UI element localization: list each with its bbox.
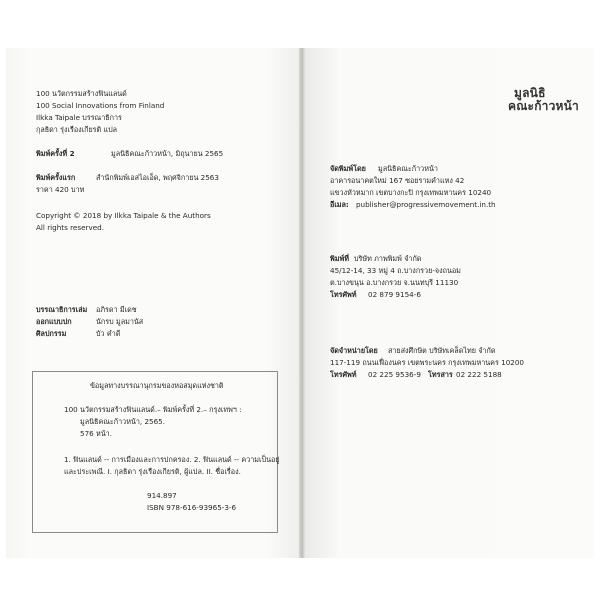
publisher-label: จัดพิมพ์โดย xyxy=(330,164,366,173)
right-page xyxy=(305,48,594,558)
email-value: publisher@progressivemovement.in.th xyxy=(356,200,496,209)
distributor-fax: 02 222 5188 xyxy=(456,370,502,379)
first-edition-label: พิมพ์ครั้งแรก xyxy=(36,173,76,182)
distributor-label: จัดจำหน่ายโดย xyxy=(330,346,378,355)
distributor-phone-label: โทรศัพท์ xyxy=(330,370,357,379)
printer-phone: 02 879 9154-6 xyxy=(368,290,421,299)
publisher-address-2: แขวงหัวหมาก เขตบางกะปิ กรุงเทพมหานคร 10240 xyxy=(330,188,492,197)
cip-heading: ข้อมูลทางบรรณานุกรมของหอสมุดแห่งชาติ xyxy=(90,381,224,390)
translator-credit: กุลธิดา รุ่งเรืองเกียรติ แปล xyxy=(36,125,118,134)
second-edition-value: มูลนิธิคณะก้าวหน้า, มิถุนายน 2565 xyxy=(111,149,224,158)
rights-line: All rights reserved. xyxy=(36,223,104,232)
first-edition-value: สำนักพิมพ์เอสไอเอ็ด, พฤศจิกายน 2563 xyxy=(96,173,219,182)
distributor-fax-label: โทรสาร xyxy=(428,370,453,379)
distributor-address: 117-119 ถนนเฟื่องนคร เขตพระนคร กรุงเทพมหานคร 10200 xyxy=(330,358,524,367)
printer-name: บริษัท ภาพพิมพ์ จำกัด xyxy=(354,254,422,263)
credit-value-editor: อภิรดา มีเดช xyxy=(96,305,137,314)
cip-class-number: 914.897 xyxy=(147,491,177,500)
credit-label-art: ศิลปกรรม xyxy=(36,329,67,338)
publisher-address-1: อาคารอนาคตใหม่ 167 ซอยรามคำแหง 42 xyxy=(330,176,465,185)
distributor-name: สายส่งศึกษิต บริษัทเคล็ดไทย จำกัด xyxy=(388,346,496,355)
title-english: 100 Social Innovations from Finland xyxy=(36,101,165,110)
publisher-name: มูลนิธิคณะก้าวหน้า xyxy=(378,164,438,173)
cip-line-1: 100 นวัตกรรมสร้างฟินแลนด์.– พิมพ์ครั้งที่ 2.– กรุงเทพฯ : xyxy=(64,405,242,414)
copyright-line: Copyright © 2018 by Ilkka Taipale & the Authors xyxy=(36,211,211,220)
credit-label-cover: ออกแบบปก xyxy=(36,317,72,326)
cip-line-5: และประเพณี. I. กุลธิดา รุ่งเรืองเกียรติ, ผู้แปล. II. ชื่อเรื่อง. xyxy=(64,467,241,476)
cip-isbn: ISBN 978-616-93965-3-6 xyxy=(147,503,237,512)
email-label: อีเมล: xyxy=(330,200,349,209)
title-thai: 100 นวัตกรรมสร้างฟินแลนด์ xyxy=(36,89,127,98)
price: ราคา 420 บาท xyxy=(36,185,85,194)
foundation-logo-line1: มูลนิธิ xyxy=(514,86,546,100)
cip-line-2: มูลนิธิคณะก้าวหน้า, 2565. xyxy=(80,417,166,426)
second-edition-label: พิมพ์ครั้งที่ 2 xyxy=(36,149,75,158)
distributor-phone: 02 225 9536-9 xyxy=(368,370,421,379)
printer-label: พิมพ์ที่ xyxy=(330,254,349,263)
credit-value-art: บัว คำดี xyxy=(96,329,121,338)
printer-phone-label: โทรศัพท์ xyxy=(330,290,357,299)
cip-line-3: 576 หน้า. xyxy=(80,429,112,438)
printer-address-2: ต.บางขนุน อ.บางกรวย จ.นนทบุรี 11130 xyxy=(330,278,459,287)
cip-line-4: 1. ฟินแลนด์ -- การเมืองและการปกครอง. 2. ฟินแลนด์ -- ความเป็นอยู่ xyxy=(64,455,280,464)
foundation-logo-line2: คณะก้าวหน้า xyxy=(508,99,579,113)
credit-value-cover: นักรบ มูลมานัส xyxy=(96,317,144,326)
printer-address-1: 45/12-14, 33 หมู่ 4 ถ.บางกรวย-จงถนอม xyxy=(330,266,461,275)
credit-label-editor: บรรณาธิการเล่ม xyxy=(36,305,88,314)
editor-credit: Ilkka Taipale บรรณาธิการ xyxy=(36,113,122,122)
